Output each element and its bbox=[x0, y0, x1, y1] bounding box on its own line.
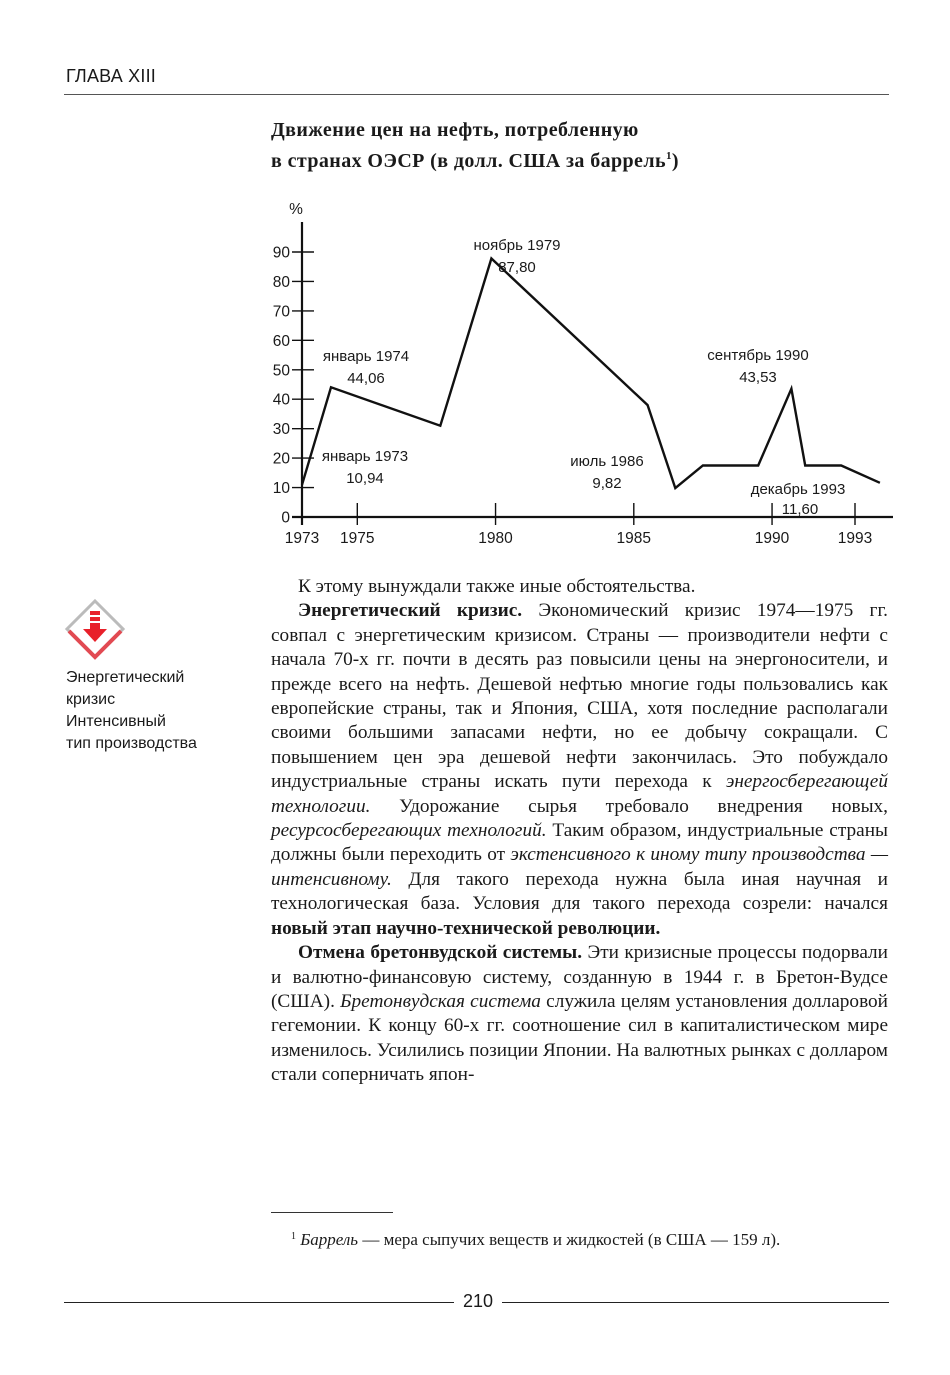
section-heading: Отмена бретонвудской системы. bbox=[298, 942, 583, 964]
annotation-date: ноябрь 1979 bbox=[473, 237, 561, 254]
annotation-date: январь 1974 bbox=[322, 348, 410, 365]
annotation-date: декабрь 1993 bbox=[750, 481, 846, 498]
page-rule-right bbox=[502, 1302, 889, 1303]
y-tick-label: 20 bbox=[272, 450, 290, 468]
x-tick-label: 1985 bbox=[616, 530, 652, 547]
y-tick-label: 70 bbox=[272, 303, 290, 321]
y-tick-label: 60 bbox=[272, 332, 290, 350]
annotation-date: январь 1973 bbox=[321, 448, 409, 465]
sidebar-terms bbox=[66, 667, 197, 755]
y-tick-label: 40 bbox=[272, 391, 290, 409]
y-tick-label: 0 bbox=[281, 509, 290, 527]
x-tick-label: 1975 bbox=[340, 530, 375, 547]
footnote-term: Баррель bbox=[300, 1230, 359, 1249]
term: Бретонвудская система bbox=[340, 990, 541, 1012]
paragraph-energy-crisis: Энергетический кризис. Экономический кризис 1974—1975 гг. совпал с энергетическим кризисом. Страны — производители нефти с начала 70-х гг. почти в десять раз повысили цены на энергоносители, и прежде всего на нефть. Дешевой нефтью многие годы пользовались как европейские страны, так и Япония, США, хотя последние располагали своими большими запасами нефти, но ее добычу сокращали. С повышением цен эра дешевой нефти закончилась. Это побуждало индустриальные страны искать пути перехода к энергосберегающей технологии. Удорожание сырья требовало внедрения новых, ресурсосберегающих технологий. Таким образом, индустриальные страны должны были переходить от экстенсивного к иному типу производства — интенсивному. Для такого перехода нужна была иная научная и технологическая база. Условия для такого перехода созрели: начался новый этап научно-технической революции. bbox=[271, 600, 889, 939]
footnote-marker: 1 bbox=[665, 150, 672, 162]
annotation-value: 44,06 bbox=[347, 370, 385, 387]
y-tick-label: 30 bbox=[272, 421, 290, 439]
page-rule-left bbox=[64, 1302, 454, 1303]
term-energy-crisis: Энергетический кризис bbox=[66, 669, 185, 708]
annotation-date: июль 1986 bbox=[570, 453, 644, 470]
term: экстенсивного к иному типу производства — интенсивному. bbox=[271, 844, 888, 890]
diamond-down-arrow-icon bbox=[63, 598, 127, 662]
section-heading: Энергетический кризис. bbox=[298, 600, 523, 622]
chart-title-line1: Движение цен на нефть, потребленную bbox=[271, 119, 639, 141]
annotation-value: 87,80 bbox=[498, 259, 536, 276]
term-bold: новый этап научно-технической революции. bbox=[271, 917, 661, 939]
x-tick-label: 1980 bbox=[478, 530, 513, 547]
annotation-value: 11,60 bbox=[781, 501, 819, 518]
y-tick-label: 50 bbox=[272, 362, 290, 380]
y-tick-label: 80 bbox=[272, 273, 290, 291]
annotation-value: 10,94 bbox=[346, 470, 384, 487]
y-tick-label: 10 bbox=[272, 480, 290, 498]
x-tick-label: 1993 bbox=[837, 530, 873, 547]
chart-title-line2: в странах ОЭСР (в долл. США за баррель$^1$) bbox=[271, 150, 679, 172]
oil-price-chart bbox=[0, 0, 950, 560]
y-tick-label: 90 bbox=[272, 244, 290, 262]
term: энергосберегающей технологии. bbox=[271, 771, 888, 817]
footnote-divider bbox=[271, 1212, 393, 1213]
annotation-value: 43,53 bbox=[739, 369, 777, 386]
x-tick-label: 1973 bbox=[284, 530, 320, 547]
body-text bbox=[271, 575, 888, 1088]
paragraph-bretton-woods: Отмена бретонвудской системы. Эти кризисные процессы подорвали и валютно-финансовую систему, созданную в 1944 г. в Бретон-Вудсе (США). Бретонвудская система служила целям установления долларовой гегемонии. К концу 60-х гг. соотношение сил в капиталистическом мире изменилось. Усилились позиции Японии. На валютных рынках с долларом стали соперничать япон- bbox=[271, 942, 888, 1086]
chapter-header: ГЛАВА XIII bbox=[66, 66, 156, 86]
page-number: 210 bbox=[462, 1291, 494, 1311]
term-intensive-production: Интенсивный тип производства bbox=[66, 713, 197, 752]
chart-annotations bbox=[322, 237, 845, 518]
paragraph: К этому вынуждали также иные обстоятельства. bbox=[298, 576, 696, 597]
annotation-date: сентябрь 1990 bbox=[707, 347, 809, 364]
term: ресурсосберегающих технологий. bbox=[271, 820, 547, 842]
footnote: $^1$ Баррель — мера сыпучих веществ и жидкостей (в США — 159 л). bbox=[291, 1230, 781, 1249]
annotation-value: 9,82 bbox=[592, 475, 622, 492]
y-axis-label: % bbox=[289, 201, 303, 218]
x-tick-label: 1990 bbox=[754, 530, 790, 547]
